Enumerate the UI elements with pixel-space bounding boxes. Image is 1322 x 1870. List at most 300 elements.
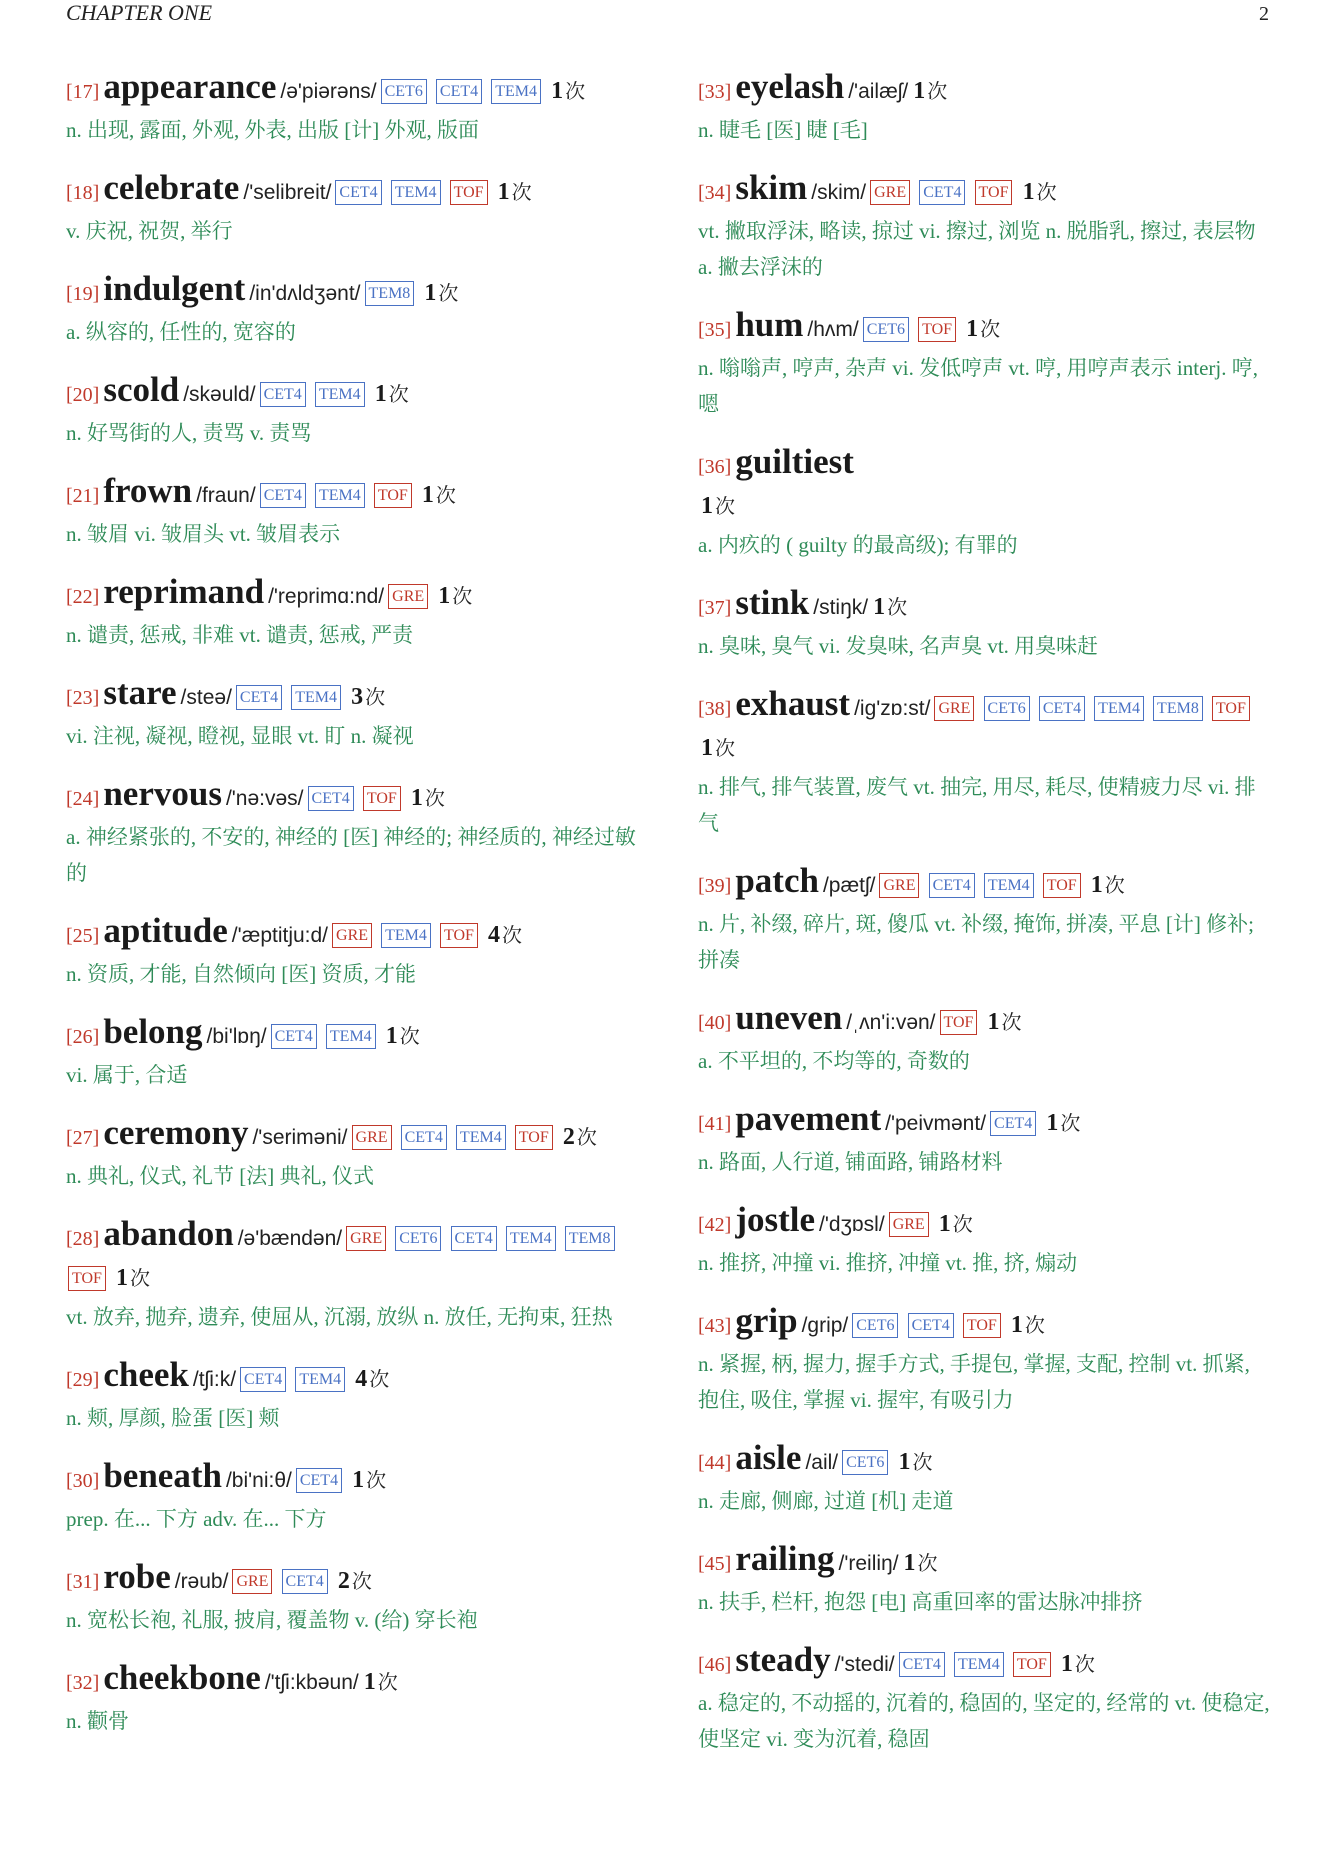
exam-tag: CET4 (308, 786, 354, 811)
phonetic: /ail/ (805, 1451, 839, 1474)
entry-number: [35] (698, 319, 732, 341)
entry-number: [45] (698, 1553, 732, 1575)
phonetic: /skim/ (811, 181, 867, 204)
frequency-unit: 次 (366, 1468, 387, 1492)
exam-tag: CET4 (260, 483, 306, 508)
exam-tag: CET4 (929, 873, 975, 898)
headword: abandon (103, 1214, 234, 1253)
exam-tag: CET4 (282, 1569, 328, 1594)
entry-number: [39] (698, 875, 732, 897)
entry-number: [33] (698, 81, 732, 103)
vocab-entry (698, 1201, 1270, 1281)
entry-number: [32] (66, 1672, 100, 1694)
phonetic: /'nə:vəs/ (225, 787, 304, 810)
headword: scold (103, 370, 180, 409)
entry-number: [31] (66, 1571, 100, 1593)
headword: frown (103, 471, 193, 510)
vocab-entry (66, 1013, 641, 1093)
exam-tag: GRE (352, 1125, 392, 1150)
frequency-unit: 次 (1001, 1010, 1022, 1034)
phonetic: /'peivmənt/ (885, 1112, 987, 1135)
entry-headline (698, 1641, 1270, 1685)
entry-number: [20] (66, 384, 100, 406)
entry-headline (66, 371, 641, 415)
exam-tag: TEM4 (315, 382, 365, 407)
definition: n. 排气, 排气装置, 废气 vt. 抽完, 用尽, 耗尽, 使精疲力尽 vi. 排气 (698, 775, 1256, 835)
frequency-unit: 次 (1104, 873, 1125, 897)
exam-tag: TEM8 (1153, 696, 1203, 721)
definition: n. 扶手, 栏杆, 抱怨 [电] 高重回率的雷达脉冲排挤 (698, 1590, 1143, 1614)
definition: n. 走廊, 侧廊, 过道 [机] 走道 (698, 1489, 954, 1513)
entry-headline (698, 1302, 1270, 1346)
phonetic: /ə'bændən/ (237, 1227, 343, 1250)
exam-tag: TEM8 (365, 281, 415, 306)
entry-number: [44] (698, 1452, 732, 1474)
frequency-count: 3 (351, 684, 364, 710)
frequency-unit: 次 (576, 1125, 597, 1149)
exam-tag: TEM4 (506, 1226, 556, 1251)
phonetic: /'ailæʃ/ (848, 80, 909, 103)
entry-headline (66, 1457, 641, 1501)
exam-tag: CET6 (381, 79, 427, 104)
frequency-count: 1 (352, 1467, 365, 1493)
phonetic: /fraun/ (196, 484, 256, 507)
frequency-count: 1 (1022, 179, 1035, 205)
frequency-unit: 次 (952, 1212, 973, 1236)
frequency-count: 1 (424, 280, 437, 306)
vocab-entry (698, 443, 1270, 563)
exam-tag: CET6 (984, 696, 1030, 721)
entry-headline (698, 685, 1270, 769)
definition: n. 推挤, 冲撞 vi. 推挤, 冲撞 vt. 推, 挤, 煽动 (698, 1251, 1078, 1275)
frequency-count: 4 (488, 922, 501, 948)
exam-tag: TEM4 (491, 79, 541, 104)
headword: cheek (103, 1355, 189, 1394)
vocab-entry (698, 999, 1270, 1079)
exam-tag: TOF (1043, 873, 1081, 898)
entry-headline (698, 169, 1270, 213)
exam-tag: CET4 (908, 1313, 954, 1338)
definition: n. 好骂街的人, 责骂 v. 责骂 (66, 421, 312, 445)
frequency-count: 1 (1046, 1110, 1059, 1136)
exam-tag: TOF (363, 786, 401, 811)
definition: a. 内疚的 ( guilty 的最高级); 有罪的 (698, 533, 1018, 557)
vocab-entry (698, 1439, 1270, 1519)
entry-headline (66, 270, 641, 314)
frequency-unit: 次 (1074, 1652, 1095, 1676)
exam-tag: TOF (1212, 696, 1250, 721)
entry-headline (698, 999, 1270, 1043)
vocab-entry (66, 371, 641, 451)
frequency-count: 1 (385, 1023, 398, 1049)
headword: belong (103, 1012, 203, 1051)
headword: jostle (735, 1200, 816, 1239)
definition: a. 纵容的, 任性的, 宽容的 (66, 320, 296, 344)
entry-number: [40] (698, 1012, 732, 1034)
entry-number: [23] (66, 687, 100, 709)
frequency-unit: 次 (511, 180, 532, 204)
entry-headline (66, 573, 641, 617)
exam-tag: GRE (346, 1226, 386, 1251)
headword: eyelash (735, 67, 845, 106)
frequency-unit: 次 (1036, 180, 1057, 204)
exam-tag: TOF (918, 317, 956, 342)
phonetic: /tʃi:k/ (192, 1368, 237, 1391)
exam-tag: TEM4 (1094, 696, 1144, 721)
exam-tag: CET4 (296, 1468, 342, 1493)
frequency-count: 1 (1010, 1312, 1023, 1338)
exam-tag: TEM4 (315, 483, 365, 508)
page-number: 2 (1259, 3, 1269, 25)
exam-tag: CET4 (919, 180, 965, 205)
entry-headline (698, 1100, 1270, 1144)
exam-tag: CET4 (260, 382, 306, 407)
entry-headline (66, 1558, 641, 1602)
entry-number: [42] (698, 1214, 732, 1236)
exam-tag: TEM4 (984, 873, 1034, 898)
exam-tag: TEM4 (456, 1125, 506, 1150)
exam-tag: GRE (870, 180, 910, 205)
frequency-unit: 次 (887, 595, 908, 619)
exam-tag: CET4 (271, 1024, 317, 1049)
frequency-unit: 次 (502, 923, 523, 947)
definition: n. 臭味, 臭气 vi. 发臭味, 名声臭 vt. 用臭味赶 (698, 634, 1099, 658)
vocab-entry (66, 169, 641, 249)
definition: prep. 在... 下方 adv. 在... 下方 (66, 1507, 327, 1531)
exam-tag: TEM4 (295, 1367, 345, 1392)
entry-number: [17] (66, 81, 100, 103)
exam-tag: CET4 (990, 1111, 1036, 1136)
frequency-count: 1 (497, 179, 510, 205)
vocab-entry (66, 1356, 641, 1436)
vocab-entry (66, 775, 641, 891)
entry-headline (66, 169, 641, 213)
frequency-count: 1 (363, 1669, 376, 1695)
frequency-count: 1 (701, 493, 713, 519)
definition: a. 稳定的, 不动摇的, 沉着的, 稳固的, 坚定的, 经常的 vt. 使稳定, 使坚定 vi. 变为沉着, 稳固 (698, 1691, 1270, 1751)
vocab-entry (66, 472, 641, 552)
exam-tag: CET4 (401, 1125, 447, 1150)
frequency-count: 1 (873, 594, 886, 620)
frequency-unit: 次 (369, 1367, 390, 1391)
frequency-count: 1 (116, 1265, 129, 1291)
frequency-count: 1 (913, 78, 926, 104)
entry-headline (66, 68, 641, 112)
entry-headline (698, 306, 1270, 350)
entry-number: [25] (66, 925, 100, 947)
exam-tag: CET4 (240, 1367, 286, 1392)
frequency-count: 1 (903, 1550, 916, 1576)
exam-tag: CET6 (863, 317, 909, 342)
headword: railing (735, 1539, 835, 1578)
exam-tag: TOF (940, 1010, 978, 1035)
definition: n. 典礼, 仪式, 礼节 [法] 典礼, 仪式 (66, 1164, 374, 1188)
phonetic: /'tʃi:kbəun/ (264, 1671, 359, 1694)
phonetic: /steə/ (180, 686, 232, 709)
frequency-count: 1 (1090, 872, 1103, 898)
phonetic: /skəuld/ (183, 383, 256, 406)
entry-number: [28] (66, 1228, 100, 1250)
entry-number: [19] (66, 283, 100, 305)
definition: vt. 撇取浮沫, 略读, 掠过 vi. 擦过, 浏览 n. 脱脂乳, 擦过, 表层物 a. 撇去浮沫的 (698, 219, 1256, 279)
headword: reprimand (103, 572, 265, 611)
frequency-unit: 次 (917, 1551, 938, 1575)
entry-headline (698, 443, 1270, 527)
exam-tag: TOF (374, 483, 412, 508)
vocab-entry (698, 685, 1270, 841)
vocab-entry (698, 584, 1270, 664)
phonetic: /stiŋk/ (813, 596, 869, 619)
exam-tag: CET4 (899, 1652, 945, 1677)
exam-tag: TEM4 (291, 685, 341, 710)
phonetic: /ə'piərəns/ (280, 80, 377, 103)
frequency-count: 2 (337, 1568, 350, 1594)
frequency-unit: 次 (452, 584, 473, 608)
exam-tag: TOF (1013, 1652, 1051, 1677)
frequency-count: 1 (987, 1009, 1000, 1035)
headword: beneath (103, 1456, 222, 1495)
vocab-entry (66, 573, 641, 653)
vocab-entry (698, 862, 1270, 978)
entry-number: [41] (698, 1113, 732, 1135)
entry-number: [37] (698, 597, 732, 619)
entry-number: [18] (66, 182, 100, 204)
frequency-unit: 次 (399, 1024, 420, 1048)
phonetic: /ˌʌn'i:vən/ (846, 1011, 936, 1034)
entry-number: [43] (698, 1315, 732, 1337)
headword: steady (735, 1640, 831, 1679)
frequency-unit: 次 (365, 685, 386, 709)
frequency-unit: 次 (351, 1569, 372, 1593)
frequency-count: 1 (1060, 1651, 1073, 1677)
entry-headline (66, 1013, 641, 1057)
exam-tag: TOF (450, 180, 488, 205)
definition: n. 资质, 才能, 自然倾向 [医] 资质, 才能 (66, 962, 416, 986)
entry-number: [26] (66, 1026, 100, 1048)
frequency-unit: 次 (912, 1450, 933, 1474)
entry-headline (698, 584, 1270, 628)
definition: n. 片, 补缀, 碎片, 斑, 傻瓜 vt. 补缀, 掩饰, 拼凑, 平息 [计] 修补; 拼凑 (698, 912, 1254, 972)
headword: stink (735, 583, 810, 622)
headword: exhaust (735, 684, 851, 723)
definition: n. 皱眉 vi. 皱眉头 vt. 皱眉表示 (66, 522, 341, 546)
headword: appearance (103, 67, 277, 106)
entry-number: [27] (66, 1127, 100, 1149)
phonetic: /'reprimɑ:nd/ (268, 585, 385, 608)
frequency-count: 1 (938, 1211, 951, 1237)
entry-number: [21] (66, 485, 100, 507)
entry-number: [36] (698, 456, 732, 478)
phonetic: /'stedi/ (834, 1653, 895, 1676)
phonetic: /ig'zɒ:st/ (854, 697, 931, 720)
frequency-count: 1 (421, 482, 434, 508)
definition: n. 颊, 厚颜, 脸蛋 [医] 颊 (66, 1406, 280, 1430)
headword: skim (735, 168, 808, 207)
entry-number: [34] (698, 182, 732, 204)
vocab-entry (66, 1114, 641, 1194)
entry-headline (66, 912, 641, 956)
vocab-entry (698, 68, 1270, 148)
headword: guiltiest (735, 442, 854, 481)
exam-tag: TOF (975, 180, 1013, 205)
left-column (66, 68, 641, 1760)
frequency-count: 1 (438, 583, 451, 609)
exam-tag: CET4 (236, 685, 282, 710)
vocab-entry (698, 1100, 1270, 1180)
entry-headline (66, 1659, 641, 1703)
entry-number: [22] (66, 586, 100, 608)
frequency-unit: 次 (980, 317, 1001, 341)
definition: n. 出现, 露面, 外观, 外表, 出版 [计] 外观, 版面 (66, 118, 479, 142)
vocab-entry (66, 68, 641, 148)
definition: v. 庆祝, 祝贺, 举行 (66, 219, 233, 243)
exam-tag: TOF (963, 1313, 1001, 1338)
exam-tag: CET6 (842, 1450, 888, 1475)
phonetic: /grip/ (801, 1314, 849, 1337)
phonetic: /bi'ni:θ/ (225, 1469, 292, 1492)
definition: n. 谴责, 惩戒, 非难 vt. 谴责, 惩戒, 严责 (66, 623, 414, 647)
entry-number: [30] (66, 1470, 100, 1492)
definition: n. 颧骨 (66, 1709, 129, 1733)
entry-number: [38] (698, 698, 732, 720)
definition: vt. 放弃, 抛弃, 遗弃, 使屈从, 沉溺, 放纵 n. 放任, 无拘束, 狂热 (66, 1305, 613, 1329)
definition: a. 神经紧张的, 不安的, 神经的 [医] 神经的; 神经质的, 神经过敏的 (66, 825, 636, 885)
frequency-count: 2 (562, 1124, 575, 1150)
headword: celebrate (103, 168, 240, 207)
vocab-entry (698, 306, 1270, 422)
exam-tag: CET4 (451, 1226, 497, 1251)
frequency-unit: 次 (424, 786, 445, 810)
frequency-count: 1 (966, 316, 979, 342)
phonetic: /in'dʌldʒənt/ (249, 282, 361, 305)
page-header (66, 0, 1269, 30)
definition: vi. 注视, 凝视, 瞪视, 显眼 vt. 盯 n. 凝视 (66, 724, 414, 748)
headword: ceremony (103, 1113, 249, 1152)
definition: a. 不平坦的, 不均等的, 奇数的 (698, 1049, 970, 1073)
definition: n. 紧握, 柄, 握力, 握手方式, 手提包, 掌握, 支配, 控制 vt. 抓紧, 抱住, 吸住, 掌握 vi. 握牢, 有吸引力 (698, 1352, 1250, 1412)
headword: aptitude (103, 911, 228, 950)
exam-tag: TEM8 (565, 1226, 615, 1251)
vocab-entry (66, 1659, 641, 1739)
entry-headline (66, 472, 641, 516)
exam-tag: GRE (934, 696, 974, 721)
exam-tag: TEM4 (954, 1652, 1004, 1677)
entry-headline (698, 1201, 1270, 1245)
frequency-unit: 次 (438, 281, 459, 305)
frequency-count: 1 (701, 735, 713, 761)
headword: uneven (735, 998, 843, 1037)
phonetic: /rəub/ (174, 1570, 229, 1593)
headword: cheekbone (103, 1658, 261, 1697)
entry-headline (698, 1439, 1270, 1483)
vocab-entry (66, 1215, 641, 1335)
vocab-entry (698, 1540, 1270, 1620)
exam-tag: TOF (440, 923, 478, 948)
exam-tag: TOF (515, 1125, 553, 1150)
headword: hum (735, 305, 804, 344)
definition: n. 睫毛 [医] 睫 [毛] (698, 118, 868, 142)
frequency-unit: 次 (1024, 1313, 1045, 1337)
vocab-entry (698, 169, 1270, 285)
chapter-title: CHAPTER ONE (66, 0, 213, 25)
exam-tag: GRE (889, 1212, 929, 1237)
phonetic: /pætʃ/ (822, 874, 876, 897)
exam-tag: TOF (68, 1266, 106, 1291)
definition: n. 路面, 人行道, 铺面路, 铺路材料 (698, 1150, 1003, 1174)
entry-headline (698, 862, 1270, 906)
vocab-entry (66, 1558, 641, 1638)
exam-tag: CET4 (1039, 696, 1085, 721)
exam-tag: CET4 (436, 79, 482, 104)
entry-headline (698, 1540, 1270, 1584)
headword: indulgent (103, 269, 246, 308)
phonetic: /bi'lɒŋ/ (206, 1025, 267, 1048)
frequency-count: 4 (355, 1366, 368, 1392)
frequency-unit: 次 (1060, 1111, 1081, 1135)
exam-tag: GRE (879, 873, 919, 898)
phonetic: /hʌm/ (807, 318, 859, 341)
entry-headline (698, 68, 1270, 112)
phonetic: /'reiliŋ/ (838, 1552, 899, 1575)
exam-tag: GRE (332, 923, 372, 948)
phonetic: /'selibreit/ (243, 181, 332, 204)
exam-tag: TEM4 (326, 1024, 376, 1049)
exam-tag: CET4 (335, 180, 381, 205)
frequency-unit: 次 (927, 79, 948, 103)
frequency-unit: 次 (388, 382, 409, 406)
entry-number: [29] (66, 1369, 100, 1391)
headword: aisle (735, 1438, 802, 1477)
phonetic: /'æptitju:d/ (231, 924, 329, 947)
frequency-unit: 次 (715, 736, 735, 760)
definition: n. 嗡嗡声, 哼声, 杂声 vi. 发低哼声 vt. 哼, 用哼声表示 interj. 哼, 嗯 (698, 356, 1258, 416)
entry-headline (66, 674, 641, 718)
phonetic: /'seriməni/ (252, 1126, 348, 1149)
frequency-unit: 次 (565, 79, 586, 103)
frequency-unit: 次 (377, 1670, 398, 1694)
frequency-unit: 次 (715, 494, 735, 518)
headword: pavement (735, 1099, 882, 1138)
exam-tag: CET6 (395, 1226, 441, 1251)
headword: grip (735, 1301, 798, 1340)
frequency-count: 1 (374, 381, 387, 407)
headword: nervous (103, 774, 222, 813)
frequency-count: 1 (410, 785, 423, 811)
exam-tag: GRE (232, 1569, 272, 1594)
exam-tag: TEM4 (381, 923, 431, 948)
vocab-entry (66, 270, 641, 350)
entry-headline (66, 1356, 641, 1400)
entry-number: [24] (66, 788, 100, 810)
definition: n. 宽松长袍, 礼服, 披肩, 覆盖物 v. (给) 穿长袍 (66, 1608, 478, 1632)
vocab-entry (66, 674, 641, 754)
entry-number: [46] (698, 1654, 732, 1676)
vocab-entry (698, 1302, 1270, 1418)
exam-tag: GRE (388, 584, 428, 609)
headword: patch (735, 861, 819, 900)
vocab-entry (66, 912, 641, 992)
headword: stare (103, 673, 177, 712)
entry-headline (66, 1215, 641, 1299)
frequency-unit: 次 (130, 1266, 151, 1290)
exam-tag: CET6 (852, 1313, 898, 1338)
right-column (698, 68, 1270, 1778)
frequency-unit: 次 (435, 483, 456, 507)
definition: vi. 属于, 合适 (66, 1063, 188, 1087)
phonetic: /'dʒɒsl/ (819, 1213, 885, 1236)
entry-headline (66, 1114, 641, 1158)
entry-headline (66, 775, 641, 819)
